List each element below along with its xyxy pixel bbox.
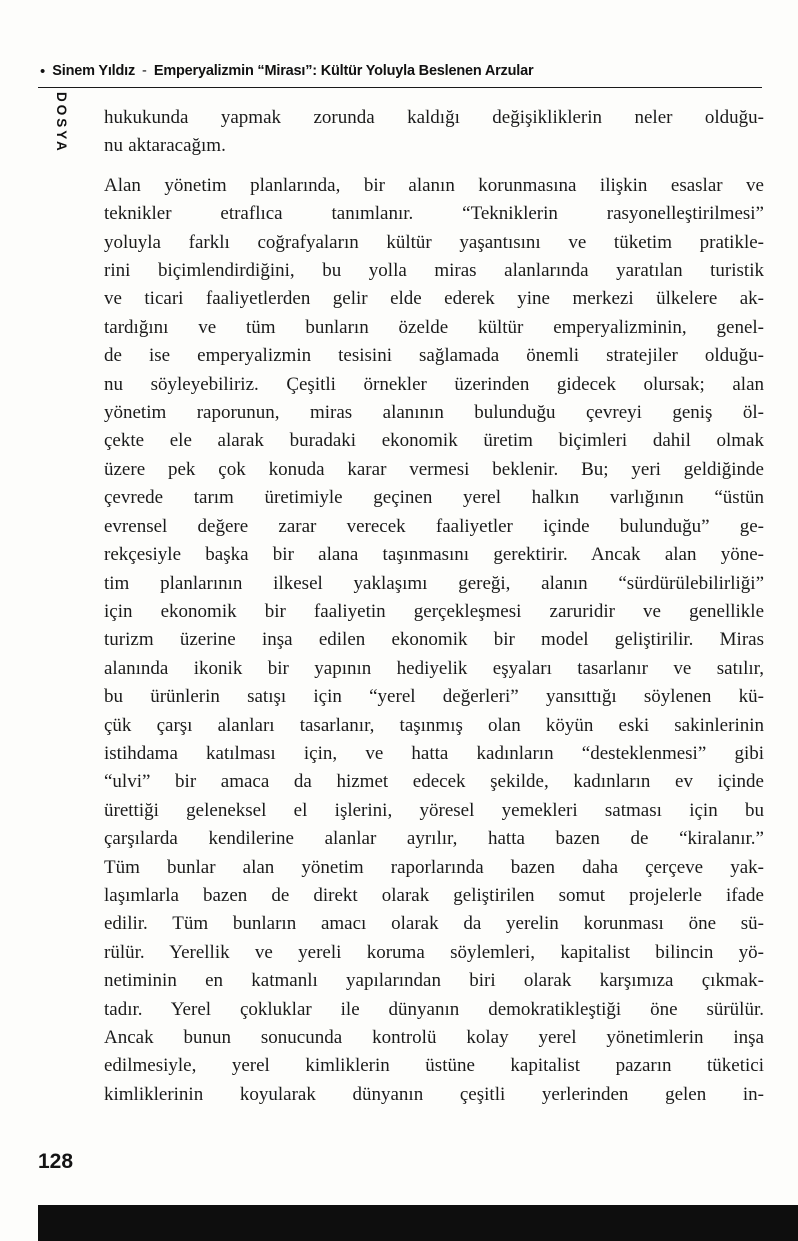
paragraph xyxy=(104,104,764,161)
header-separator: - xyxy=(142,63,147,79)
text-line: çekte ele alarak buradaki ekonomik üretim biçimleri dahil olmak xyxy=(104,430,764,452)
text-line: edilir. Tüm bunların amacı olarak da yerelin korunması öne sü- xyxy=(104,913,764,935)
text-line: evrensel değere zarar verecek faaliyetler içinde bulunduğu” ge- xyxy=(104,515,764,537)
text-line: yönetim raporunun, miras alanının bulunduğu çevreyi geniş öl- xyxy=(104,402,764,424)
text-line: laşımlarla bazen de direkt olarak geliştirilen somut projelerle ifade xyxy=(104,884,764,906)
text-line: tadır. Yerel çokluklar ile dünyanın demokratikleştiği öne sürülür. xyxy=(104,998,764,1020)
text-line: netiminin en katmanlı yapılarından biri olarak karşımıza çıkmak- xyxy=(104,970,764,992)
text-line: tim planlarının ilkesel yaklaşımı gereği, alanın “sürdürülebilirliği” xyxy=(104,572,764,594)
text-line: bu ürünlerin satışı için “yerel değerleri” yansıttığı söylenen kü- xyxy=(104,686,764,708)
text-line: rekçesiyle başka bir alana taşınmasını gerektirir. Ancak alan yöne- xyxy=(104,544,764,566)
text-line: nu söyleyebiliriz. Çeşitli örnekler üzerinden gidecek olursak; alan xyxy=(104,373,764,395)
body-text xyxy=(104,104,764,1109)
page-header xyxy=(40,63,762,79)
section-label-dosya: DOSYA xyxy=(54,92,69,154)
text-line: kimliklerinin koyularak dünyanın çeşitli yerlerinden gelen in- xyxy=(104,1083,764,1105)
text-line: için ekonomik bir faaliyetin gerçekleşmesi zaruridir ve genellikle xyxy=(104,600,764,622)
text-line: Tüm bunlar alan yönetim raporlarında bazen daha çerçeve yak- xyxy=(104,856,764,878)
text-line: çük çarşı alanları tasarlanır, taşınmış olan köyün eski sakinlerinin xyxy=(104,714,764,736)
text-line: çarşılarda kendilerine alanlar ayrılır, hatta bazen de “kiralanır.” xyxy=(104,828,764,850)
text-line: de ise emperyalizmin tesisini sağlamada önemli stratejiler olduğu- xyxy=(104,345,764,367)
text-line: ürettiği geleneksel el işlerini, yöresel yemekleri satması için bu xyxy=(104,799,764,821)
text-line: ve ticari faaliyetlerden gelir elde ederek yine merkezi ülkelere ak- xyxy=(104,288,764,310)
page-number: 128 xyxy=(38,1150,74,1173)
text-line: Alan yönetim planlarında, bir alanın korunmasına ilişkin esaslar ve xyxy=(104,174,764,196)
text-line: teknikler etraflıca tanımlanır. “Tekniklerin rasyonelleştirilmesi” xyxy=(104,203,764,225)
text-line: Ancak bunun sonucunda kontrolü kolay yerel yönetimlerin inşa xyxy=(104,1027,764,1048)
text-line: hukukunda yapmak zorunda kaldığı değişikliklerin neler olduğu- xyxy=(104,107,764,128)
text-line: turizm üzerine inşa edilen ekonomik bir model geliştirilir. Miras xyxy=(104,629,764,651)
header-rule xyxy=(38,87,762,88)
text-line: tardığını ve tüm bunların özelde kültür emperyalizminin, genel- xyxy=(104,316,764,338)
text-line: çevrede tarım üretimiyle geçinen yerel halkın varlığının “üstün xyxy=(104,487,764,509)
text-line: nu aktaracağım. xyxy=(104,135,226,157)
text-line: yoluyla farklı coğrafyaların kültür yaşantısını ve tüketim pratikle- xyxy=(104,231,764,253)
text-line: alanında ikonik bir yapının hediyelik eşyaları tasarlanır ve satılır, xyxy=(104,657,764,679)
text-line: istihdama katılması için, ve hatta kadınların “desteklenmesi” gibi xyxy=(104,742,764,764)
text-line: “ulvi” bir amaca da hizmet edecek şekilde, kadınların ev içinde xyxy=(104,771,764,793)
bullet-icon: • xyxy=(40,63,46,80)
text-line: rini biçimlendirdiğini, bu yolla miras alanlarında yaratılan turistik xyxy=(104,260,764,282)
bottom-bar xyxy=(38,1205,798,1241)
text-line: edilmesiyle, yerel kimliklerin üstüne kapitalist pazarın tüketici xyxy=(104,1055,764,1077)
header-title: Emperyalizmin “Mirası”: Kültür Yoluyla Beslenen Arzular xyxy=(153,63,534,79)
paragraph xyxy=(104,172,764,1109)
text-line: üzere pek çok konuda karar vermesi beklenir. Bu; yeri geldiğinde xyxy=(104,458,764,480)
header-author: Sinem Yıldız xyxy=(52,63,136,79)
text-line: rülür. Yerellik ve yereli koruma söylemleri, kapitalist bilincin yö- xyxy=(104,941,764,963)
